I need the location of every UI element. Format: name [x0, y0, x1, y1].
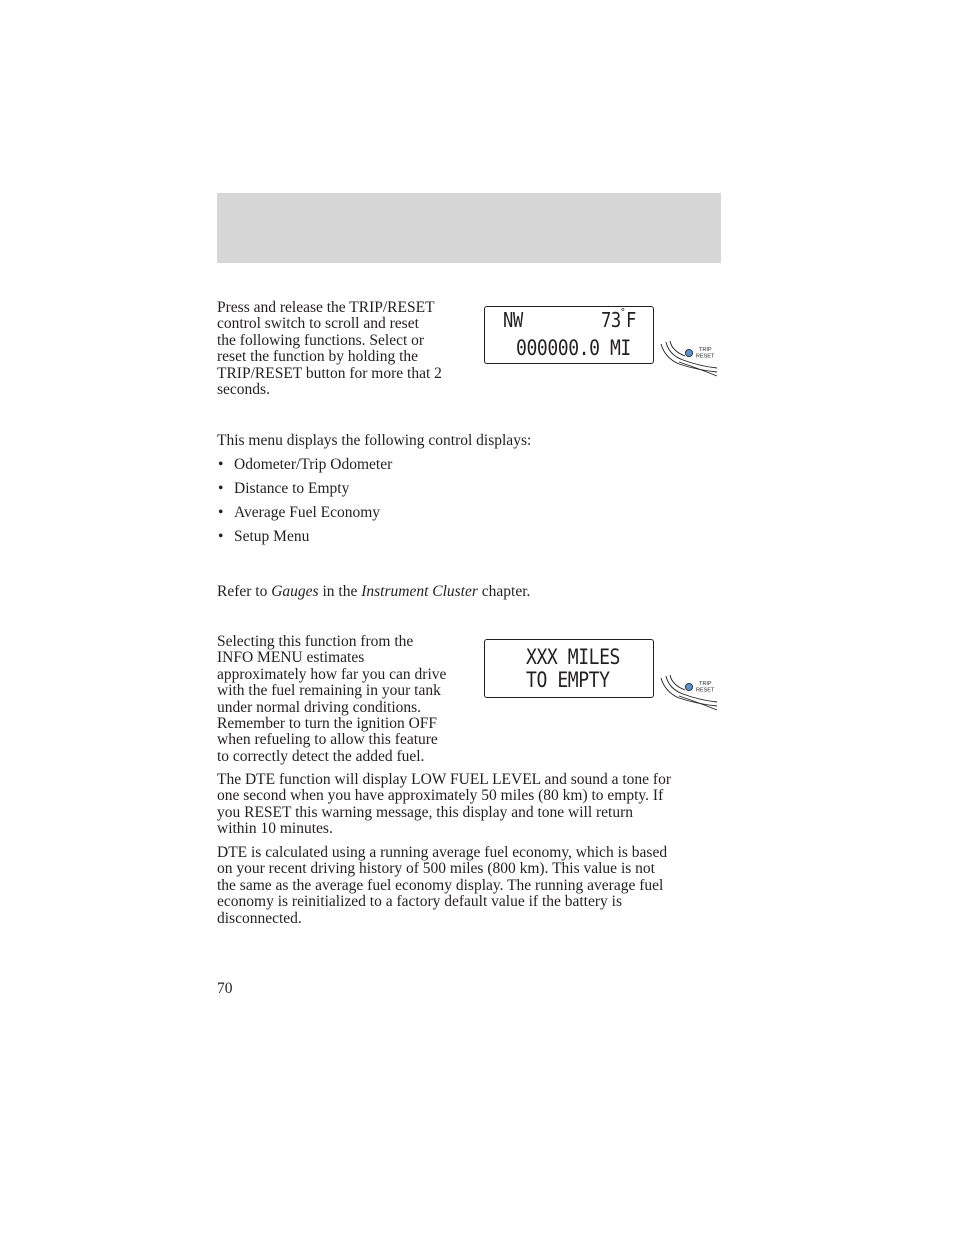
text-line: the following functions. Select or: [217, 331, 425, 349]
text-line: on your recent driving history of 500 miles (800 km). This value is not: [217, 860, 655, 878]
bullet: •: [218, 480, 224, 497]
text-line: economy is reinitialized to a factory default value if the battery is: [217, 893, 622, 911]
trip-reset-paragraph: [217, 300, 442, 398]
temperature-unit: F: [626, 308, 636, 332]
switch-label-trip: TRIP: [699, 347, 712, 353]
text-line: Remember to turn the ignition OFF: [217, 715, 437, 733]
trip-reset-button-icon: [685, 349, 692, 356]
list-item: [217, 504, 392, 528]
outside-temperature: 73: [601, 308, 621, 332]
dte-calculation-paragraph: [217, 845, 667, 927]
switch-label-trip: TRIP: [699, 681, 712, 687]
text-line: the same as the average fuel economy display. The running average fuel: [217, 876, 664, 894]
list-item-label: Distance to Empty: [234, 480, 350, 497]
list-item: [217, 456, 392, 480]
text-line: Selecting this function from the: [217, 633, 414, 650]
text-line: within 10 minutes.: [217, 820, 333, 838]
switch-outline-line: [679, 696, 717, 710]
bullet: •: [218, 456, 224, 473]
list-item-label: Average Fuel Economy: [234, 504, 381, 521]
text-line: disconnected.: [217, 909, 302, 927]
odometer-display: [484, 306, 654, 364]
page-number: 70: [217, 980, 233, 997]
switch-outline-line: [679, 362, 717, 376]
header-band: [217, 193, 721, 263]
dte-display-line2: TO EMPTY: [526, 668, 610, 692]
list-item-label: Setup Menu: [234, 528, 310, 545]
dte-paragraph: [217, 634, 446, 765]
trip-reset-button-icon: [685, 683, 692, 690]
refer-suffix: chapter.: [477, 583, 531, 600]
switch-label-reset: RESET: [696, 353, 715, 360]
control-display-list: [217, 456, 392, 552]
text-line: one second when you have approximately 50 miles (80 km) to empty. If: [217, 787, 664, 805]
text-line: approximately how far you can drive: [217, 665, 447, 683]
text-line: The DTE function will display LOW FUEL LEVEL and sound a tone for: [217, 771, 671, 788]
bullet: •: [218, 528, 224, 545]
compass-heading: NW: [503, 308, 523, 332]
refer-prefix: Refer to: [217, 583, 272, 600]
dte-display: [484, 639, 654, 698]
text-line: when refueling to allow this feature: [217, 731, 438, 749]
text-line: to correctly detect the added fuel.: [217, 747, 425, 765]
text-line: INFO MENU estimates: [217, 649, 365, 667]
text-line: DTE is calculated using a running average fuel economy, which is based: [217, 844, 668, 861]
trip-reset-switch-illustration: [657, 338, 719, 378]
switch-label-reset: RESET: [696, 687, 715, 694]
text-line: seconds.: [217, 381, 270, 399]
instrument-cluster-reference: Instrument Cluster: [361, 583, 478, 600]
trip-reset-switch-illustration: [657, 672, 719, 712]
refer-gauges-paragraph: [217, 584, 530, 600]
text-line: reset the function by holding the: [217, 348, 419, 366]
bullet: •: [218, 504, 224, 521]
text-line: you RESET this warning message, this display and tone will return: [217, 803, 634, 821]
text-line: with the fuel remaining in your tank: [217, 682, 441, 700]
list-item: [217, 480, 392, 504]
odometer-reading: 000000.0 MI: [516, 336, 631, 360]
menu-intro: This menu displays the following control displays:: [217, 432, 532, 449]
list-item: [217, 528, 392, 552]
text-line: Press and release the TRIP/RESET: [217, 299, 435, 316]
text-line: under normal driving conditions.: [217, 698, 422, 716]
degree-symbol: °: [620, 306, 626, 319]
dte-display-line1: XXX MILES: [526, 645, 620, 669]
refer-middle: in the: [318, 583, 362, 600]
low-fuel-paragraph: [217, 772, 671, 838]
text-line: TRIP/RESET button for more that 2: [217, 364, 442, 382]
list-item-label: Odometer/Trip Odometer: [234, 456, 393, 473]
text-line: control switch to scroll and reset: [217, 315, 419, 333]
gauges-reference: Gauges: [271, 583, 319, 600]
